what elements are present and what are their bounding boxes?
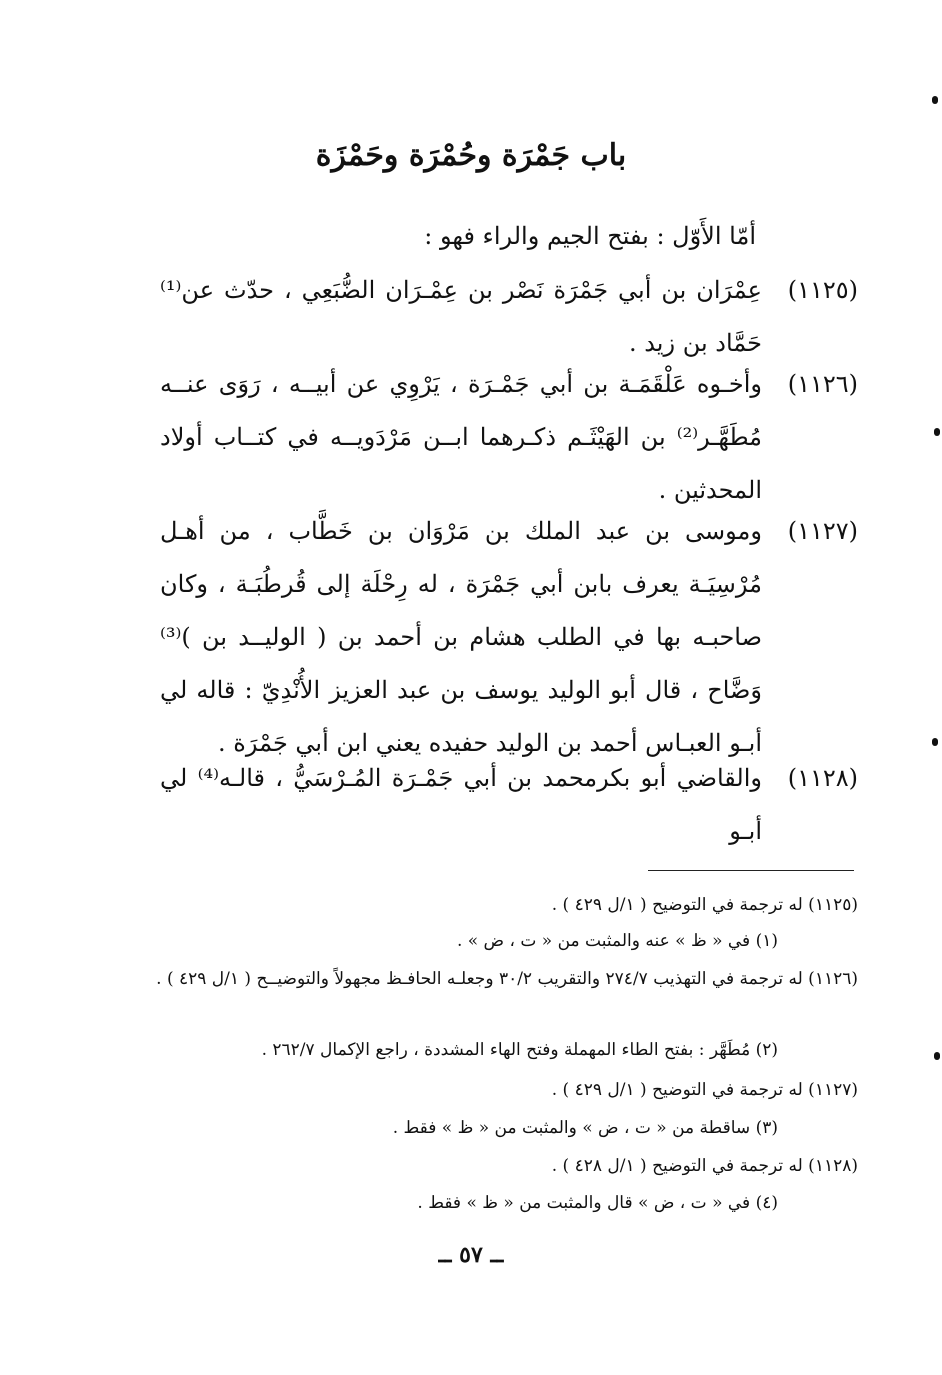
entry-1126: [160, 358, 858, 517]
entry-number: (١١٢٥): [787, 276, 858, 304]
entry-text: عِمْرَان بن أبي جَمْرَة نَصْر بن عِمْـرَان الضُّبَعِي ، حدّث عن⁽¹⁾ حَمَّاد بن زيد .: [160, 276, 762, 357]
footnote-divider: [648, 870, 854, 871]
entry-text: وموسى بن عبد الملك بن مَرْوَان بن خَطَّاب ، من أهـل مُرْسِيَـة يعرف بابن أبي جَمْرَة ، له رِحْلَة إلى قُرطُبَـة ، وكان صاحبـه بها في الطلب هشام بن أحمد بن ( الوليــد بن )⁽³⁾ وَضَّاح ، قال أبو الوليد يوسف بن عبد العزيز الأُنْدِيّ : قاله لي أبـو العبـاس أحمد بن الوليد حفيده يعني ابن أبي جَمْرَة .: [160, 517, 762, 757]
page-number: ــ ٥٧ ــ: [438, 1242, 504, 1268]
footnote: (٢) مُطَهَّر : بفتح الطاء المهملة وفتح الهاء المشددة ، راجع الإكمال ٢٦٢/٧ .: [261, 1040, 778, 1060]
entry-1127: [160, 505, 858, 770]
footnote: (١١٢٨) له ترجمة في التوضيح ( ١/ل ٤٢٨ ) .: [551, 1156, 858, 1176]
footnote: (١) في « ظ » عنه والمثبت من « ت ، ض » .: [456, 931, 778, 951]
scan-mark: [932, 738, 938, 746]
entry-text: وأخـوه عَلْقَمَـة بن أبي جَمْـرَة ، يَرْوِي عن أبيــه ، رَوَى عنــه مُطَهَّـر⁽²⁾ بن الهَيْثَـم ذكـرهما ابــن مَرْدَويــه في كتــاب أولاد المحدثين .: [160, 370, 762, 504]
scan-mark: [932, 96, 938, 104]
footnote: (١١٢٥) له ترجمة في التوضيح ( ١/ل ٤٢٩ ) .: [551, 895, 858, 915]
intro-line: أمّا الأَوّل : بفتح الجيم والراء فهو :: [424, 222, 756, 250]
footnote: (١١٢٧) له ترجمة في التوضيح ( ١/ل ٤٢٩ ) .: [551, 1080, 858, 1100]
footnote: (٣) ساقطة من « ت ، ض » والمثبت من « ظ » فقط .: [392, 1118, 778, 1138]
entry-1125: [160, 264, 858, 370]
footnote: (٤) في « ت ، ض » قال والمثبت من « ظ » فقط .: [417, 1193, 778, 1213]
entry-number: (١١٢٨): [787, 764, 858, 792]
chapter-title: باب جَمْرَة وحُمْرَة وحَمْزَة: [315, 138, 627, 173]
entry-1128: [160, 752, 858, 858]
entry-number: (١١٢٦): [787, 370, 858, 398]
footnote: (١١٢٦) له ترجمة في التهذيب ٢٧٤/٧ والتقريب ٣٠/٢ وجعلـه الحافـظ مجهولاً والتوضيــح ( ١/ل ٤٢٩ ) .: [156, 969, 858, 989]
entry-number: (١١٢٧): [787, 517, 858, 545]
entry-text: والقاضي أبو بكرمحمد بن أبي جَمْـرَة المُـرْسَيُّ ، قالـه⁽⁴⁾ لي أبـو: [160, 764, 762, 845]
scan-mark: [934, 1052, 940, 1060]
scan-mark: [934, 428, 940, 436]
